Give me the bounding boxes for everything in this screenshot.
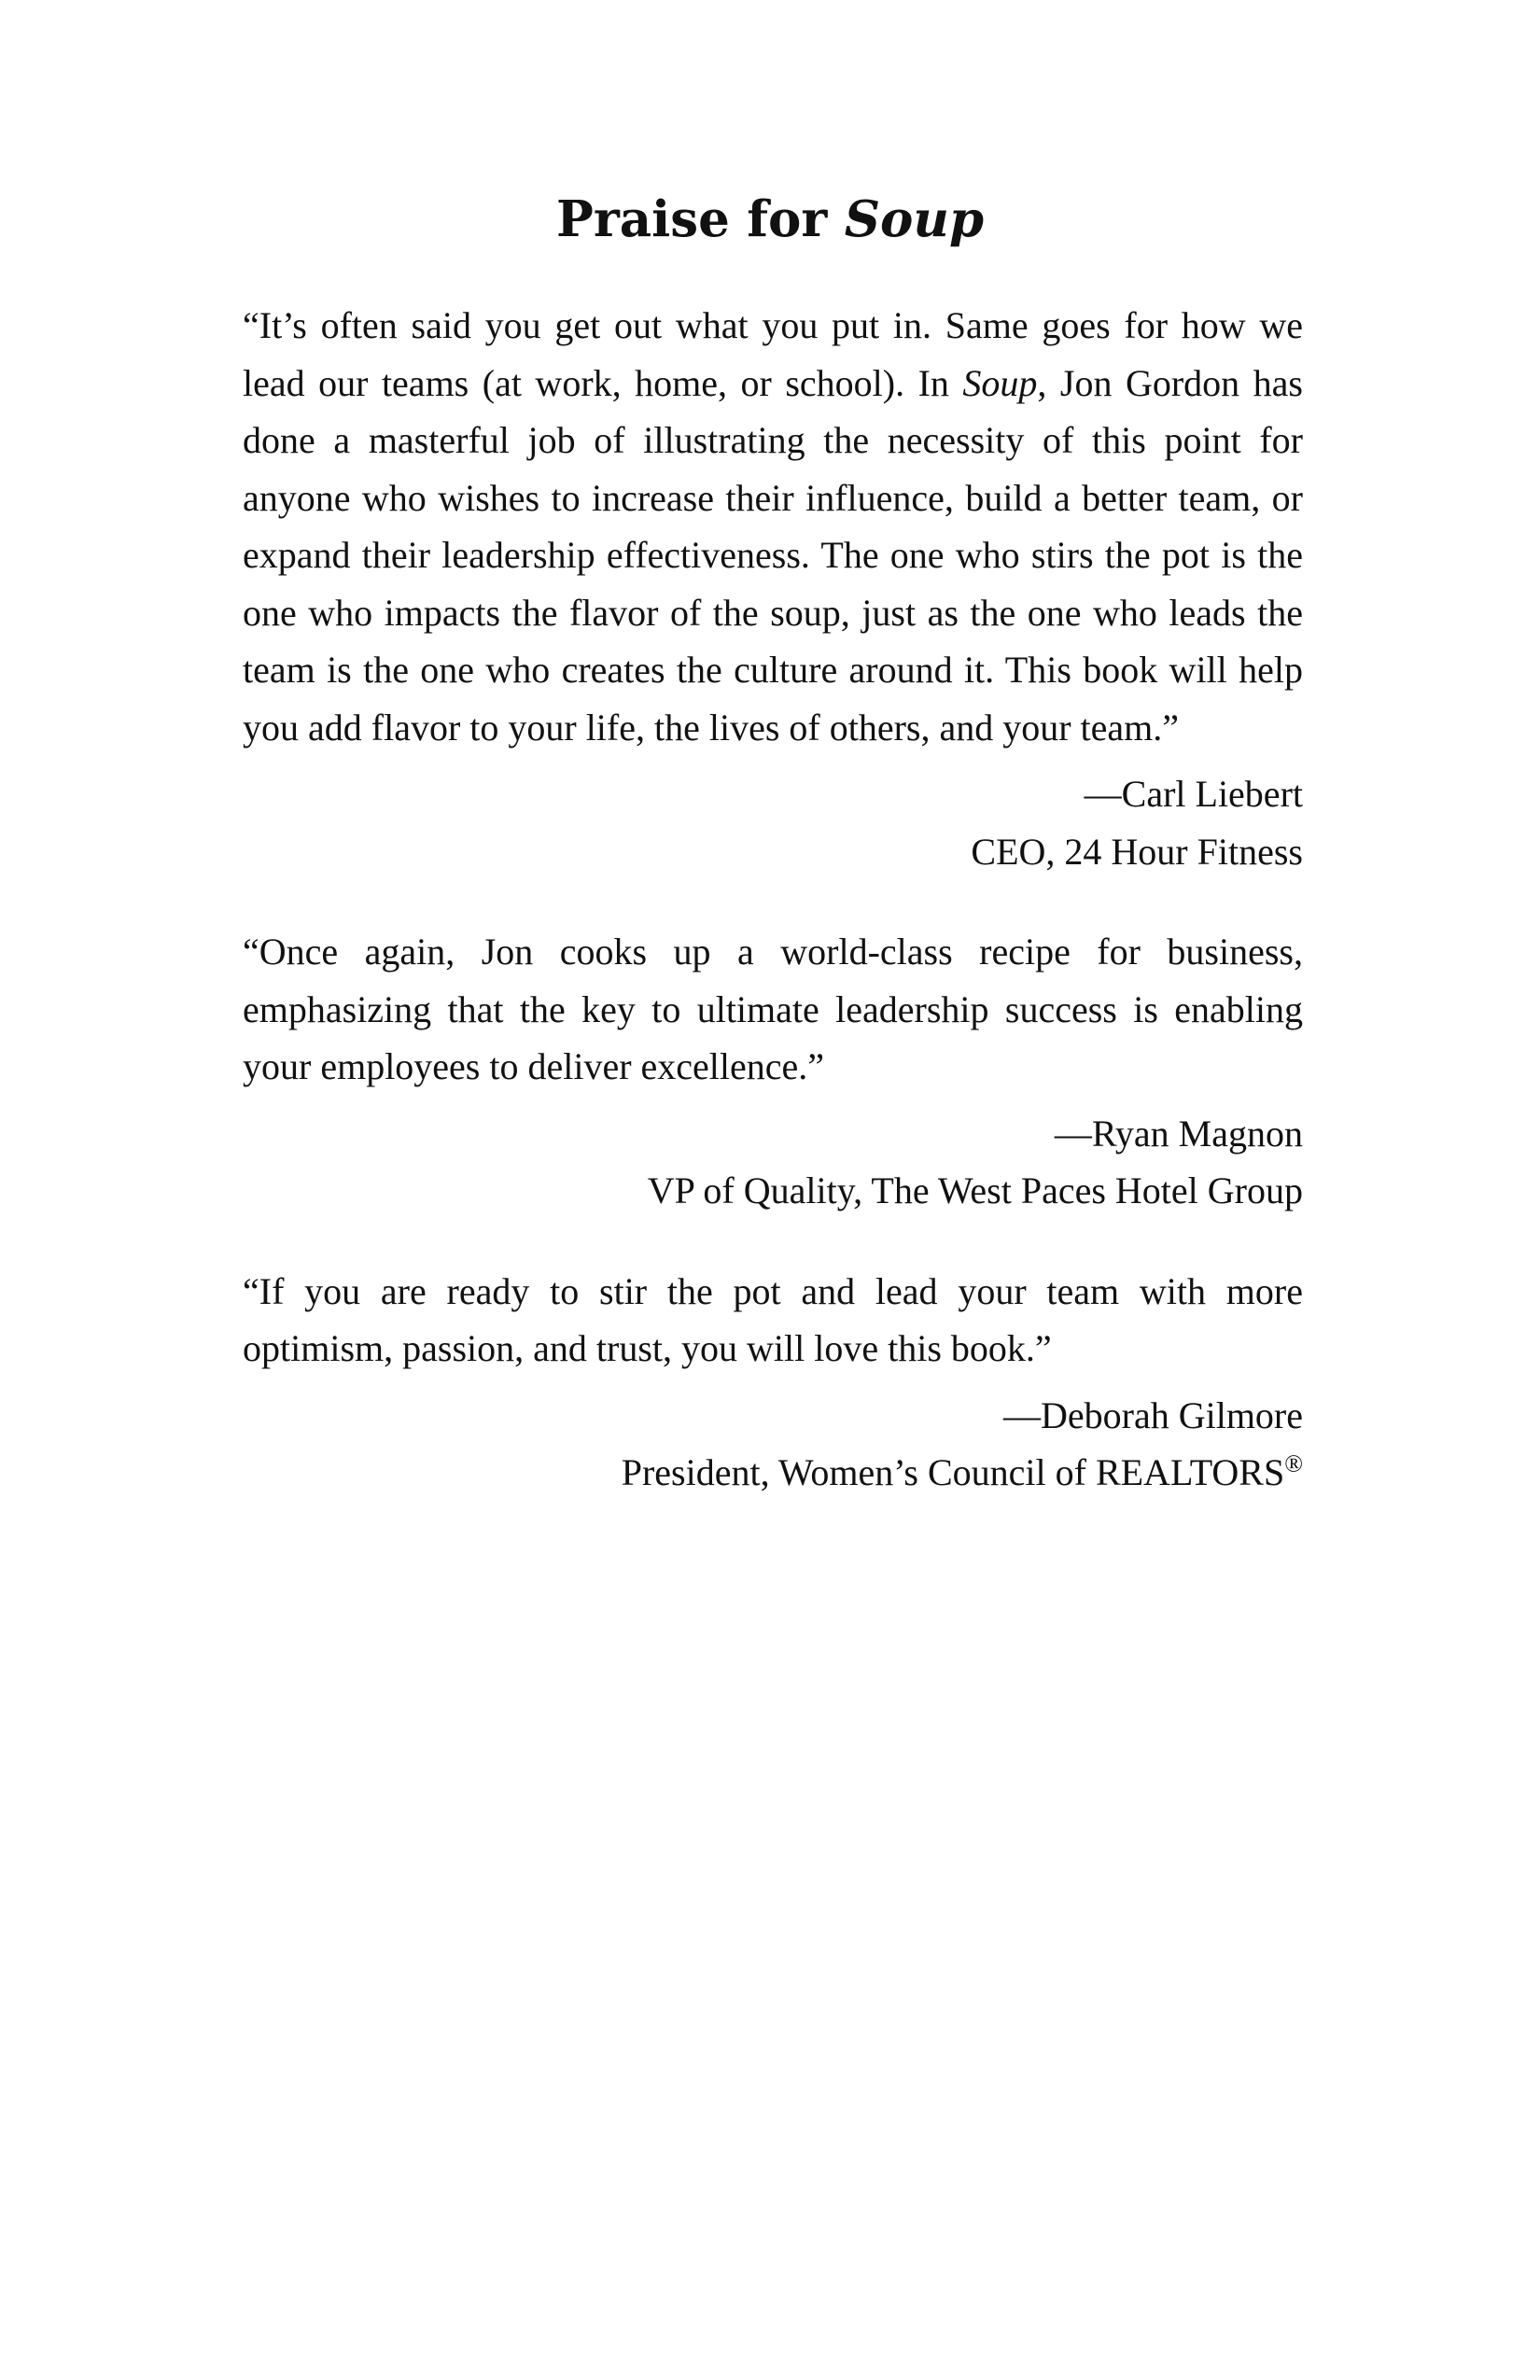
testimonial-quote: “If you are ready to stir the pot and lead your team with more optimism, passion, and trust, you will love this book.”	[243, 1269, 1303, 1369]
testimonial-attribution	[243, 765, 1303, 880]
testimonial	[243, 923, 1303, 1220]
attribution-role	[243, 1444, 1303, 1502]
testimonial-quote: “Once again, Jon cooks up a world-class recipe for business, emphasizing that the key to ultimate leadership success is enabling your employees to deliver excellence.”	[243, 931, 1303, 1087]
testimonial-attribution	[243, 1387, 1303, 1502]
testimonials-section	[243, 297, 1303, 1502]
page-title	[0, 187, 1540, 252]
registered-mark: ®	[1284, 1449, 1303, 1477]
page-title-prefix: Praise for	[555, 190, 845, 248]
attribution-role: CEO, 24 Hour Fitness	[971, 830, 1303, 873]
attribution-name: —Carl Liebert	[1084, 773, 1303, 815]
attribution-role-text: President, Women’s Council of REALTORS	[621, 1451, 1285, 1493]
attribution-name: —Ryan Magnon	[1054, 1112, 1303, 1155]
quote-book-title: Soup	[962, 361, 1038, 404]
testimonial-quote	[243, 297, 1303, 756]
testimonial	[243, 1263, 1303, 1502]
quote-text: , Jon Gordon has done a masterful job of illustrating the necessity of this point for anyone who wishes to increase their influence, build a better team, or expand their leadership effectiveness. The one who stirs the pot is the one who impacts the flavor of the soup, just as the one who leads the team is the one who creates the culture around it. This book will help you add flavor to your life, the lives of others, and your team.”	[243, 361, 1303, 749]
quote-text: “It’s often said you get out what you put in. Same goes for how we lead our teams (at work, home, or school). In	[243, 304, 1303, 404]
testimonial	[243, 297, 1303, 880]
testimonial-attribution	[243, 1105, 1303, 1220]
attribution-role: VP of Quality, The West Paces Hotel Group	[647, 1169, 1303, 1211]
page-title-book-name: Soup	[844, 190, 984, 248]
attribution-name: —Deborah Gilmore	[1002, 1393, 1303, 1436]
